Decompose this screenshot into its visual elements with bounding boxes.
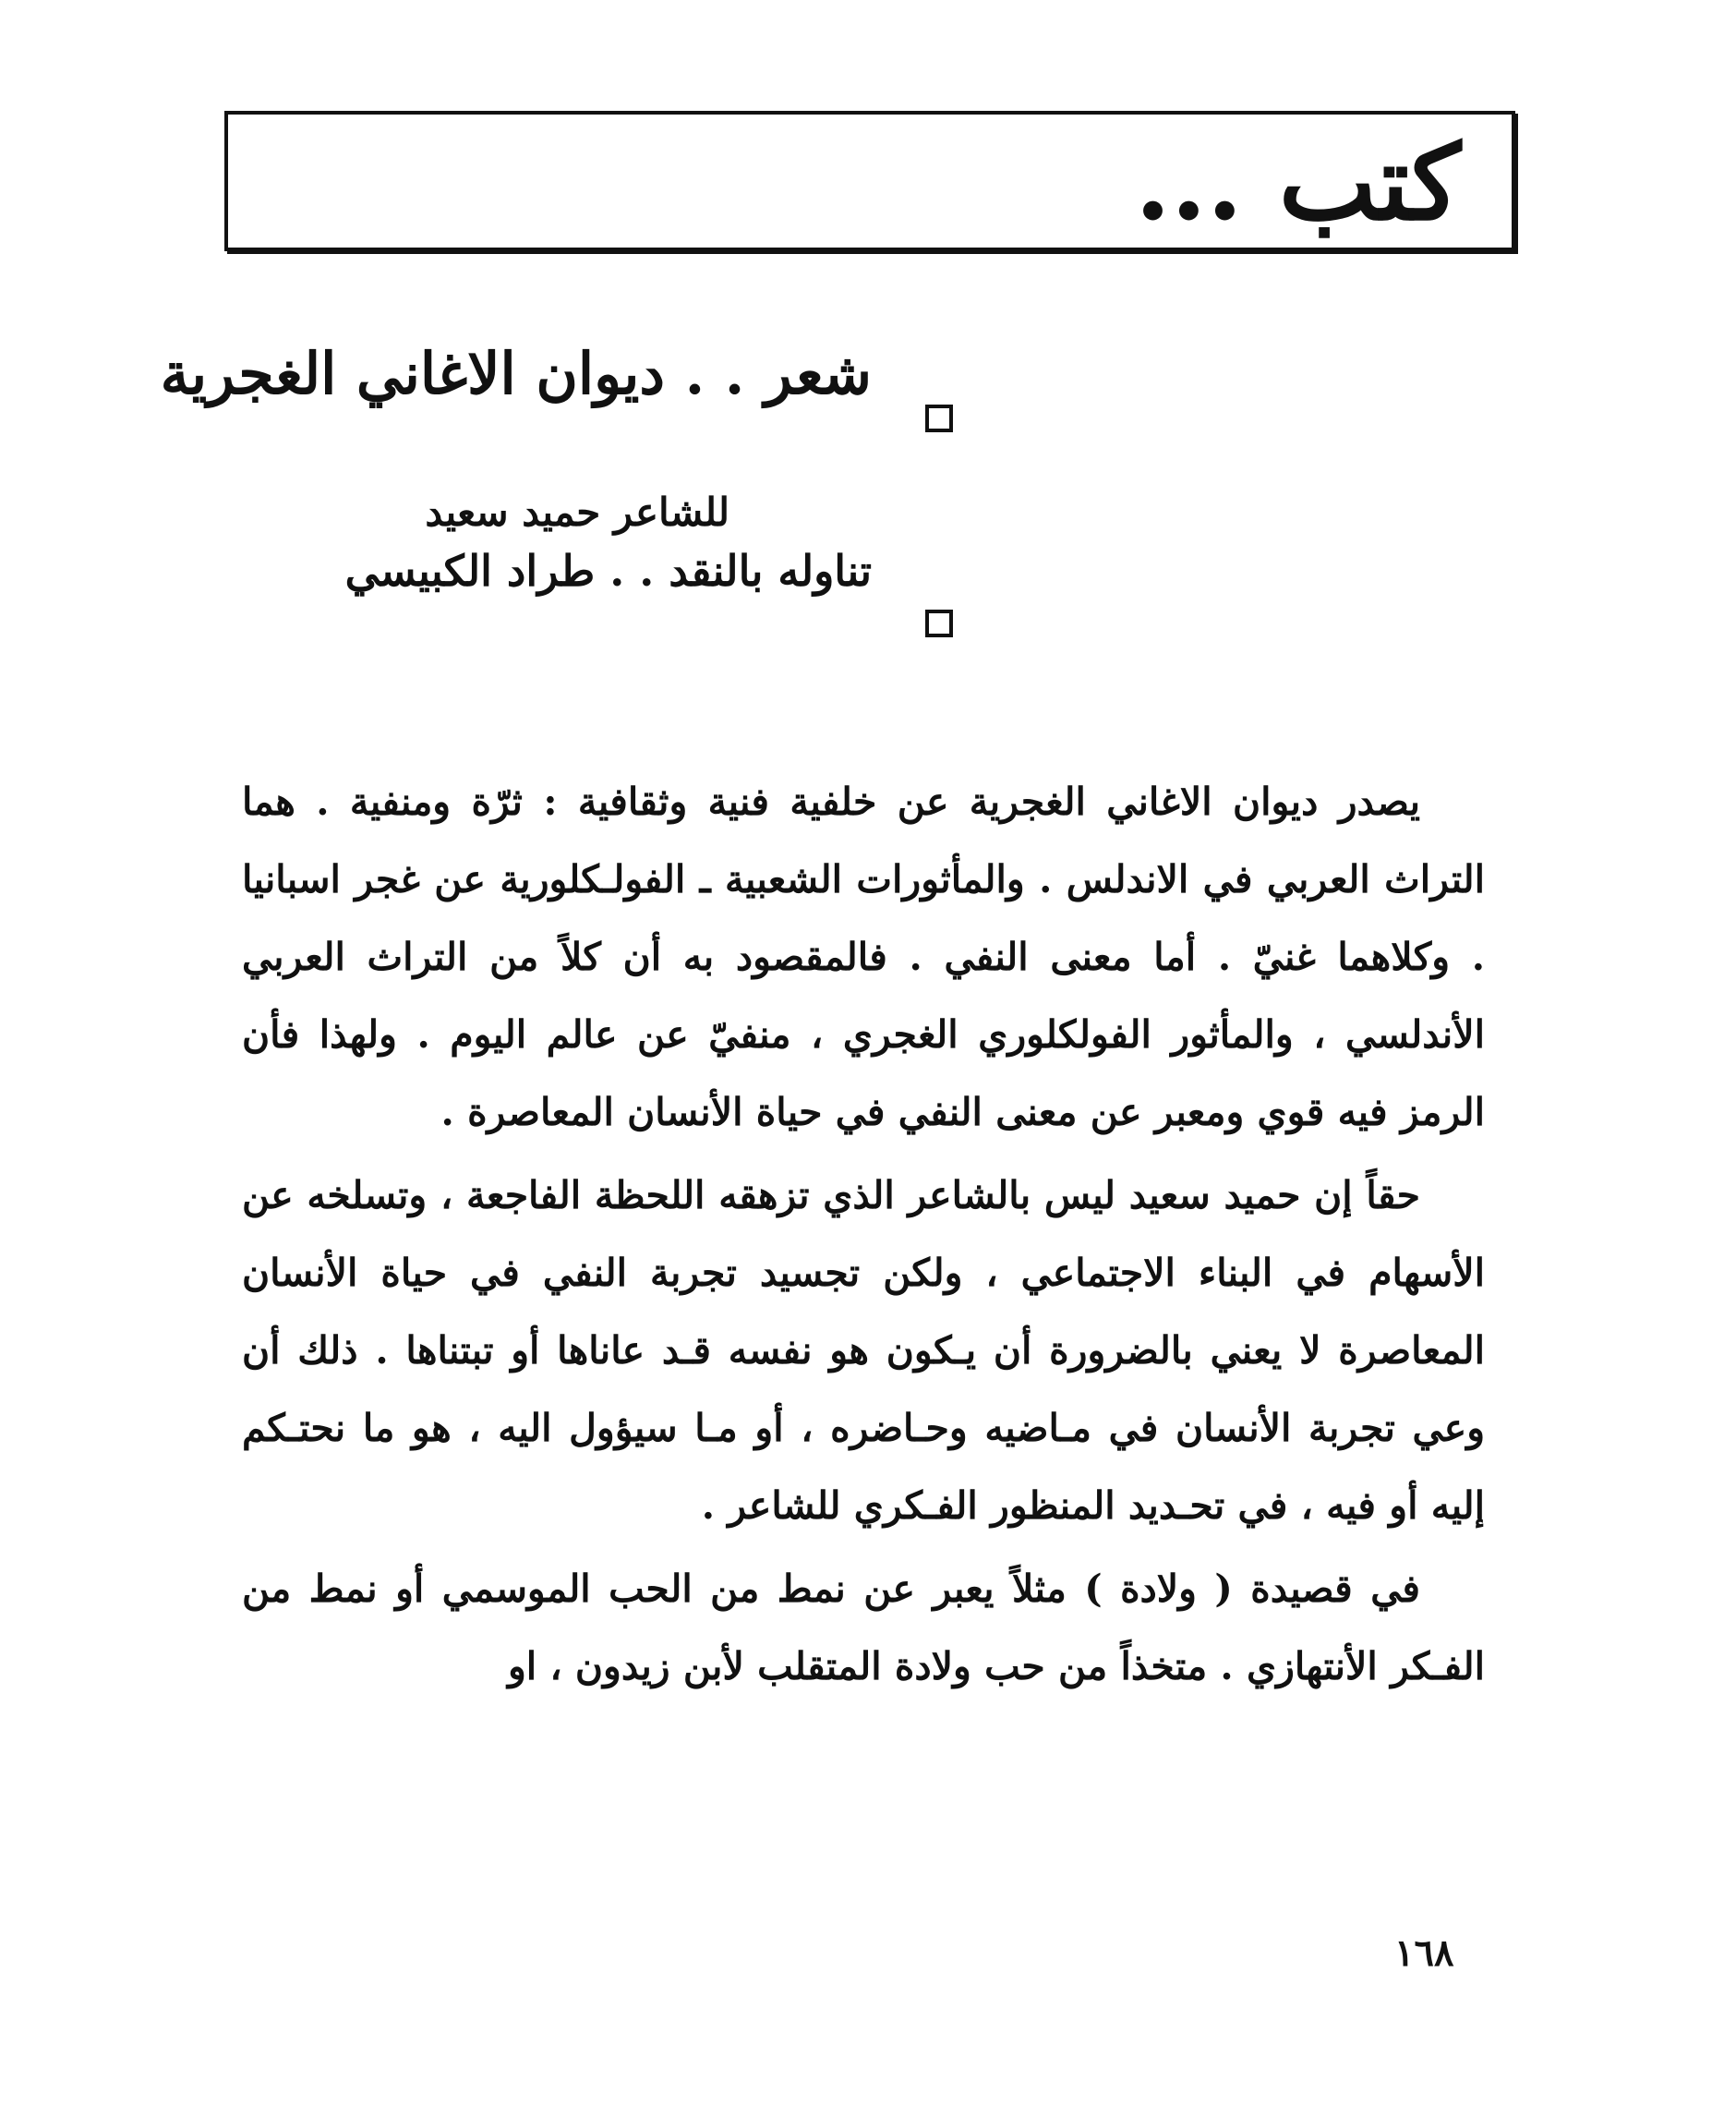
section-header-box — [224, 111, 1515, 251]
checkbox-bullet-icon — [925, 610, 953, 637]
checkbox-bullet-icon — [925, 405, 953, 432]
paragraph: يصدر ديوان الاغاني الغجرية عن خلفية فنية وثقافية : ثرّة ومنفية . هما التراث العربي في الاندلس . والمأثورات الشعبية ـ الفولـكلورية عن غجر اسبانيا . وكلاهما غنيّ . أما معنى النفي . فالمقصود به أن كلاً من التراث العربي الأندلسي ، والمأثور الفولكلوري الغجري ، منفيّ عن عالم اليوم . ولهذا فأن الرمز فيه قوي ومعبر عن معنى النفي في حياة الأنسان المعاصرة . — [242, 780, 1485, 1134]
book-title: شعر . . ديوان الاغاني الغجرية — [160, 340, 872, 407]
book-author: للشاعر حميد سعيد — [425, 490, 729, 535]
section-title: كتب ... — [1134, 123, 1461, 244]
paragraph: في قصيدة ( ولادة ) مثلاً يعبر عن نمط من الحب الموسمي أو نمط من الفـكر الأنتهازي . متخذاً من حب ولادة المتقلب لأبن زيدون ، او — [242, 1567, 1485, 1688]
article-body — [242, 763, 1485, 1711]
page-number: ١٦٨ — [1394, 1931, 1454, 1975]
paragraph: حقاً إن حميد سعيد ليس بالشاعر الذي تزهقه اللحظة الفاجعة ، وتسلخه عن الأسهام في البناء الاجتماعي ، ولكن تجسيد تجربة النفي في حياة الأنسان المعاصرة لا يعني بالضرورة أن يـكون هو نفسه قـد عاناها أو تبتناها . ذلك أن وعي تجربة الأنسان في مـاضيه وحـاضره ، أو مـا سيؤول اليه ، هو ما نحتـكم إليه أو فيه ، في تحـديد المنظور الفـكري للشاعر . — [242, 1173, 1485, 1528]
critic-name: تناوله بالنقد . . طراد الكبيسي — [344, 546, 872, 596]
